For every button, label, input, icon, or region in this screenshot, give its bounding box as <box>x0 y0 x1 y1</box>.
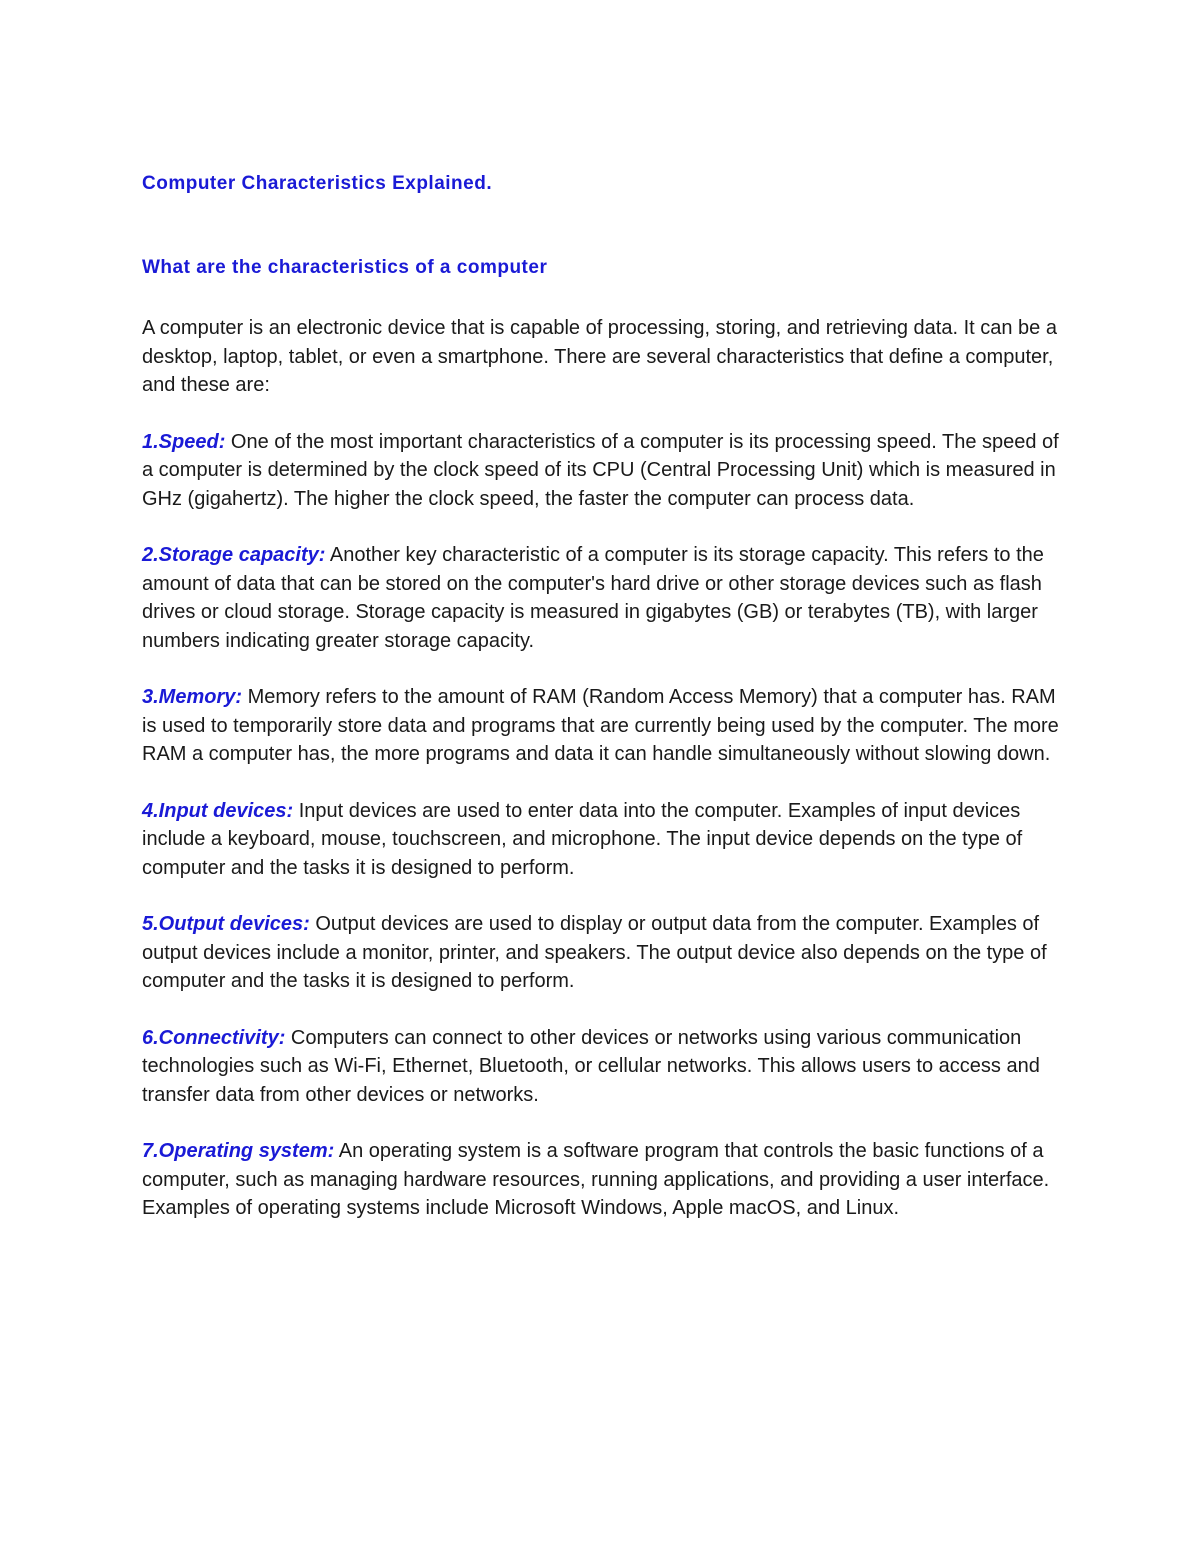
characteristic-connectivity <box>142 1024 1062 1110</box>
item-label: 2.Storage capacity: <box>142 544 326 566</box>
characteristic-storage-capacity <box>142 541 1062 655</box>
characteristic-speed <box>142 428 1062 514</box>
item-label: 4.Input devices: <box>142 799 294 822</box>
characteristic-input-devices <box>142 797 1062 883</box>
item-label: 7.Operating system: <box>142 1140 335 1162</box>
item-label: 1.Speed: <box>142 430 226 453</box>
item-text: An operating system is a software program that controls the basic functions of a computer, such as managing hardware resources, running applications, and providing a user interface. Examples of operating systems include Microsoft Windows, Apple macOS, and Linux. <box>142 1140 1050 1219</box>
document-title: Computer Characteristics Explained. <box>142 173 493 194</box>
characteristic-memory <box>142 683 1062 769</box>
characteristic-output-devices <box>142 910 1062 996</box>
item-text: Output devices are used to display or output data from the computer. Examples of output devices include a monitor, printer, and speakers. The output device also depends on the type of computer and the tasks it is designed to perform. <box>142 913 1047 992</box>
item-label: 5.Output devices: <box>142 913 310 935</box>
item-label: 3.Memory: <box>142 686 243 708</box>
item-text: One of the most important characteristics of a computer is its processing speed. The speed of a computer is determined by the clock speed of its CPU (Central Processing Unit) which is measured in GHz (gigahertz). The higher the clock speed, the faster the computer can process data. <box>142 430 1059 510</box>
item-text: Another key characteristic of a computer is its storage capacity. This refers to the amount of data that can be stored on the computer's hard drive or other storage devices such as flash drives or cloud storage. Storage capacity is measured in gigabytes (GB) or terabytes (TB), with larger numbers indicating greater storage capacity. <box>142 544 1044 652</box>
item-label: 6.Connectivity: <box>142 1026 286 1049</box>
item-text: Input devices are used to enter data into the computer. Examples of input devices include a keyboard, mouse, touchscreen, and microphone. The input device depends on the type of computer and the tasks it is designed to perform. <box>142 799 1023 879</box>
characteristic-operating-system <box>142 1137 1062 1223</box>
item-text: Computers can connect to other devices or networks using various communication technologies such as Wi-Fi, Ethernet, Bluetooth, or cellular networks. This allows users to access and transfer data from other devices or networks. <box>142 1026 1040 1106</box>
document-page <box>142 170 1062 1223</box>
section-heading: What are the characteristics of a computer <box>142 257 548 278</box>
intro-paragraph: A computer is an electronic device that is capable of processing, storing, and retrieving data. It can be a desktop, laptop, tablet, or even a smartphone. There are several characteristics that define a computer, and these are: <box>142 317 1057 396</box>
item-text: Memory refers to the amount of RAM (Random Access Memory) that a computer has. RAM is used to temporarily store data and programs that are currently being used by the computer. The more RAM a computer has, the more programs and data it can handle simultaneously without slowing down. <box>142 686 1059 765</box>
